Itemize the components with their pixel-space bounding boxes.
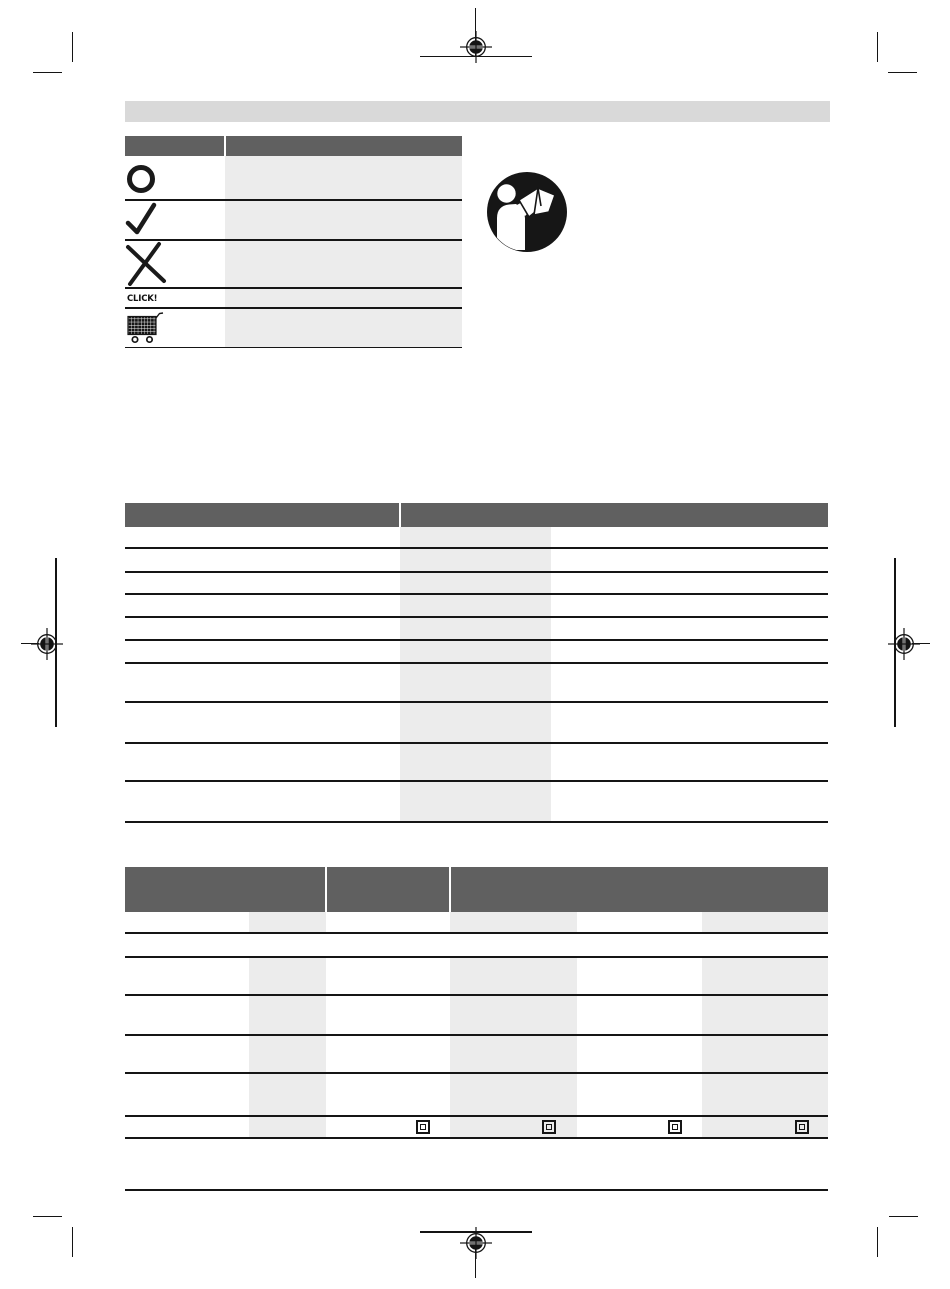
row-divider [125,616,828,618]
row-divider [125,239,462,241]
spec-table-header-cell-right [401,503,828,527]
bottom-rule [125,1189,828,1191]
crop-line-bottom-left-v [72,1227,73,1257]
row-divider [125,593,828,595]
model-table-header-cell-1 [125,867,325,912]
symbol-table-meaning-column-shade [225,156,462,348]
crop-line-top-right-h [888,72,917,73]
model-table-row2-white [125,934,828,956]
double-insulation-icon [668,1120,682,1134]
double-insulation-icon [795,1120,809,1134]
row-divider [125,547,828,549]
row-divider [125,742,828,744]
symbol-table-header-cell-symbol [125,136,224,157]
registration-target-bottom [458,1225,494,1261]
row-divider [125,956,828,958]
row-divider [125,1115,828,1117]
model-table-header-cell-2 [327,867,449,912]
row-divider [125,662,828,664]
double-insulation-icon [416,1120,430,1134]
row-divider [125,199,462,201]
crop-line-bottom-left-h [33,1216,62,1217]
cross-symbol [124,240,168,286]
crop-line-top-right-v [877,32,878,62]
read-instruction-manual-icon [487,172,567,252]
row-divider [125,821,828,823]
model-table-header-cell-3 [451,867,828,912]
click-label: CLICK! [127,294,158,304]
spec-table-header-cell-left [125,503,399,527]
row-divider [125,639,828,641]
row-divider [125,701,828,703]
registration-target-right [886,626,922,662]
crop-line-bottom-right-h [889,1216,918,1217]
row-divider [125,571,828,573]
crop-line-top-left-h [33,72,62,73]
row-divider [125,347,462,349]
shopping-cart-icon [125,309,165,345]
registration-target-top [458,29,494,65]
row-divider [125,287,462,289]
row-divider [125,1137,828,1139]
row-divider [125,307,462,309]
row-divider [125,1072,828,1074]
double-insulation-icon [542,1120,556,1134]
row-divider [125,932,828,934]
checkmark-symbol [124,200,160,238]
top-banner [125,101,830,122]
circle-symbol [127,165,155,193]
crop-line-bottom-right-v [877,1227,878,1257]
registration-target-left [29,626,65,662]
row-divider [125,994,828,996]
row-divider [125,1034,828,1036]
symbol-table-header-cell-meaning [226,136,462,157]
row-divider [125,780,828,782]
crop-line-top-left-v [72,32,73,62]
